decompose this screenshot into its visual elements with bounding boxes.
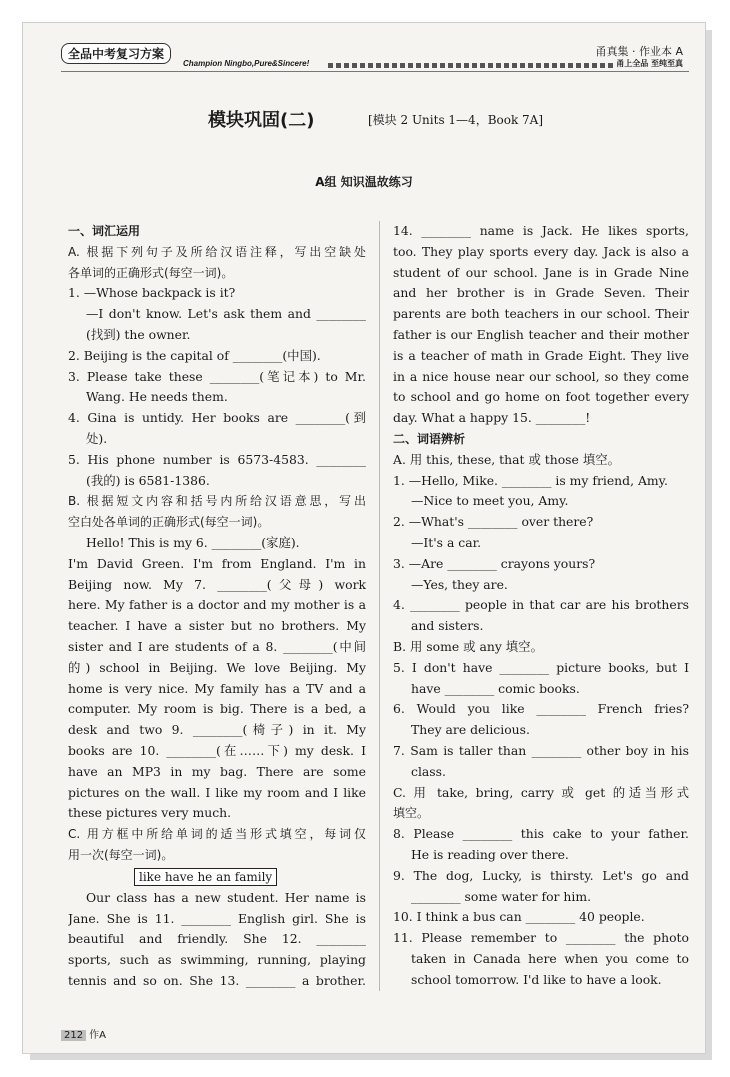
passage-line: sister and I are students of a 8. ________(中间 bbox=[68, 638, 366, 654]
header-right-slogan: 甬上全品 至纯至真 bbox=[616, 59, 683, 68]
question-line: 4. ________ people in that car are his brothers bbox=[393, 597, 689, 613]
passage-line: Jane. She is 11. ________ English girl. She is bbox=[68, 910, 366, 926]
question-line: 5. His phone number is 6573-4583. ________ bbox=[68, 451, 366, 467]
question-line: —I don't know. Let's ask them and ________ bbox=[86, 306, 366, 322]
question-line: 5. I don't have ________ picture books, but I bbox=[393, 659, 689, 675]
page-title: 模块巩固(二) bbox=[208, 110, 315, 131]
passage-line: Beijing now. My 7. ________(父母) work bbox=[68, 576, 366, 592]
header-subtitle: Champion Ningbo,Pure&Sincere! bbox=[183, 59, 310, 68]
passage-line: and her brother is in Grade Seven. Their bbox=[393, 285, 689, 301]
question-line: ________ some water for him. bbox=[411, 888, 592, 904]
passage-line: day. What a happy 15. ________! bbox=[393, 410, 591, 426]
passage-line: here. My father is a doctor and my mother is a bbox=[68, 597, 366, 613]
question-line: Wang. He needs them. bbox=[86, 389, 228, 405]
heading: 一、词汇运用 bbox=[68, 224, 141, 238]
passage-line: 14. ________ name is Jack. He likes sports, bbox=[393, 223, 689, 238]
passage-line: Our class has a new student. Her name is bbox=[86, 889, 366, 905]
passage-line: pictures on the wall. I like my room and I like bbox=[68, 784, 366, 800]
right-column bbox=[393, 221, 689, 990]
header-dashes bbox=[328, 63, 613, 68]
passage-line: computer. My room is big. There is a bed, a bbox=[68, 701, 366, 717]
passage-line: student of our school. Jane is in Grade Nine bbox=[393, 264, 689, 280]
passage-line: to school and go home on foot together every bbox=[393, 389, 689, 405]
question-line: taken in Canada here when you come to bbox=[411, 950, 689, 966]
instruction: 用一次(每空一词)。 bbox=[68, 847, 174, 862]
passage-line: these pictures very much. bbox=[68, 805, 232, 821]
question-line: school tomorrow. I'd like to have a look. bbox=[411, 971, 662, 987]
question-line: 10. I think a bus can ________ 40 people. bbox=[393, 909, 645, 925]
document-page bbox=[22, 22, 706, 1054]
instruction: C. 用方框中所给单词的适当形式填空，每词仅 bbox=[68, 827, 366, 842]
instruction: 填空。 bbox=[393, 806, 430, 821]
passage-line: sports, such as swimming, running, playing bbox=[68, 952, 366, 968]
passage-line: too. They play sports every day. Jack is also a bbox=[393, 243, 689, 259]
footer-label: 作A bbox=[89, 1030, 106, 1041]
passage-line: beautiful and friendly. She 12. ________ bbox=[68, 931, 366, 947]
passage-line: father is our English teacher and their mother bbox=[393, 326, 689, 342]
heading: 二、词语辨析 bbox=[393, 431, 466, 446]
page-footer bbox=[61, 1026, 106, 1041]
instruction: B. 用 some 或 any 填空。 bbox=[393, 638, 543, 654]
header-rule bbox=[61, 71, 689, 72]
question-line: He is reading over there. bbox=[411, 846, 569, 862]
passage-line: Hello! This is my 6. ________(家庭). bbox=[86, 534, 300, 550]
page-title-sub: [模块 2 Units 1—4，Book 7A] bbox=[368, 113, 544, 127]
question-line: 6. Would you like ________ French fries? bbox=[393, 701, 689, 717]
question-line: 7. Sam is taller than ________ other boy in his bbox=[393, 742, 689, 758]
passage-line: desk and two 9. ________(椅子) in it. My bbox=[68, 722, 366, 738]
passage-line: books are 10. ________(在……下) my desk. I bbox=[68, 742, 366, 758]
column-divider bbox=[379, 221, 380, 991]
question-line: 2. —What's ________ over there? bbox=[393, 514, 594, 530]
instruction: 空白处各单词的正确形式(每空一词)。 bbox=[68, 515, 270, 530]
instruction: A. 用 this, these, that 或 those 填空。 bbox=[393, 451, 620, 467]
question-line: 9. The dog, Lucky, is thirsty. Let's go and bbox=[393, 867, 689, 883]
question-line: They are delicious. bbox=[411, 722, 530, 738]
left-column bbox=[68, 221, 366, 992]
header-right: 甬真集 · 作业本 A bbox=[595, 45, 683, 58]
question-line: (找到) the owner. bbox=[86, 326, 191, 342]
instruction: C. 用 take, bring, carry 或 get 的适当形式 bbox=[393, 784, 689, 800]
question-line: 4. Gina is untidy. Her books are ________(到 bbox=[68, 410, 366, 426]
question-line: class. bbox=[411, 763, 446, 779]
question-line: 11. Please remember to ________ the photo bbox=[393, 930, 689, 946]
instruction: B. 根据短文内容和括号内所给汉语意思，写出 bbox=[68, 494, 366, 509]
word-box-row bbox=[68, 866, 366, 888]
passage-line: I'm David Green. I'm from England. I'm in bbox=[68, 555, 366, 571]
question-line: and sisters. bbox=[411, 618, 484, 634]
question-line: 处). bbox=[86, 430, 108, 446]
passage-line: have an MP3 in my bag. There are some bbox=[68, 763, 366, 779]
question-line: 1. —Whose backpack is it? bbox=[68, 285, 236, 301]
question-line: 8. Please ________ this cake to your father. bbox=[393, 826, 689, 842]
question-line: 3. Please take these ________(笔记本) to Mr. bbox=[68, 368, 366, 384]
question-line: 1. —Hello, Mike. ________ is my friend, Amy. bbox=[393, 472, 668, 488]
passage-line: home is very nice. My family has a TV and a bbox=[68, 680, 366, 696]
passage-line: teacher. I have a sister but no brothers. My bbox=[68, 618, 366, 634]
word-box: like have he an family bbox=[134, 868, 277, 886]
passage-line: parents are both teachers in our school. Their bbox=[393, 306, 689, 322]
passage-line: in a nice house near our school, so they come bbox=[393, 368, 689, 384]
instruction: A. 根据下列句子及所给汉语注释，写出空缺处 bbox=[68, 244, 366, 259]
page-number: 212 bbox=[61, 1030, 86, 1041]
question-line: have ________ comic books. bbox=[411, 680, 580, 696]
instruction: 各单词的正确形式(每空一词)。 bbox=[68, 265, 234, 280]
question-line: 3. —Are ________ crayons yours? bbox=[393, 555, 596, 571]
passage-line: is a teacher of math in Grade Eight. They live bbox=[393, 347, 689, 363]
passage-line: tennis and so on. She 13. ________ a brother. bbox=[68, 972, 366, 988]
passage-line: 的) school in Beijing. We love Beijing. My bbox=[68, 659, 366, 675]
question-line: 2. Beijing is the capital of ________(中国). bbox=[68, 347, 321, 363]
question-line: —Yes, they are. bbox=[411, 576, 508, 592]
question-line: —It's a car. bbox=[411, 534, 482, 550]
question-line: (我的) is 6581-1386. bbox=[86, 472, 210, 488]
question-line: —Nice to meet you, Amy. bbox=[411, 493, 569, 509]
header-tab: 全品中考复习方案 bbox=[61, 43, 171, 64]
section-a-title: A组 知识温故练习 bbox=[315, 175, 413, 189]
